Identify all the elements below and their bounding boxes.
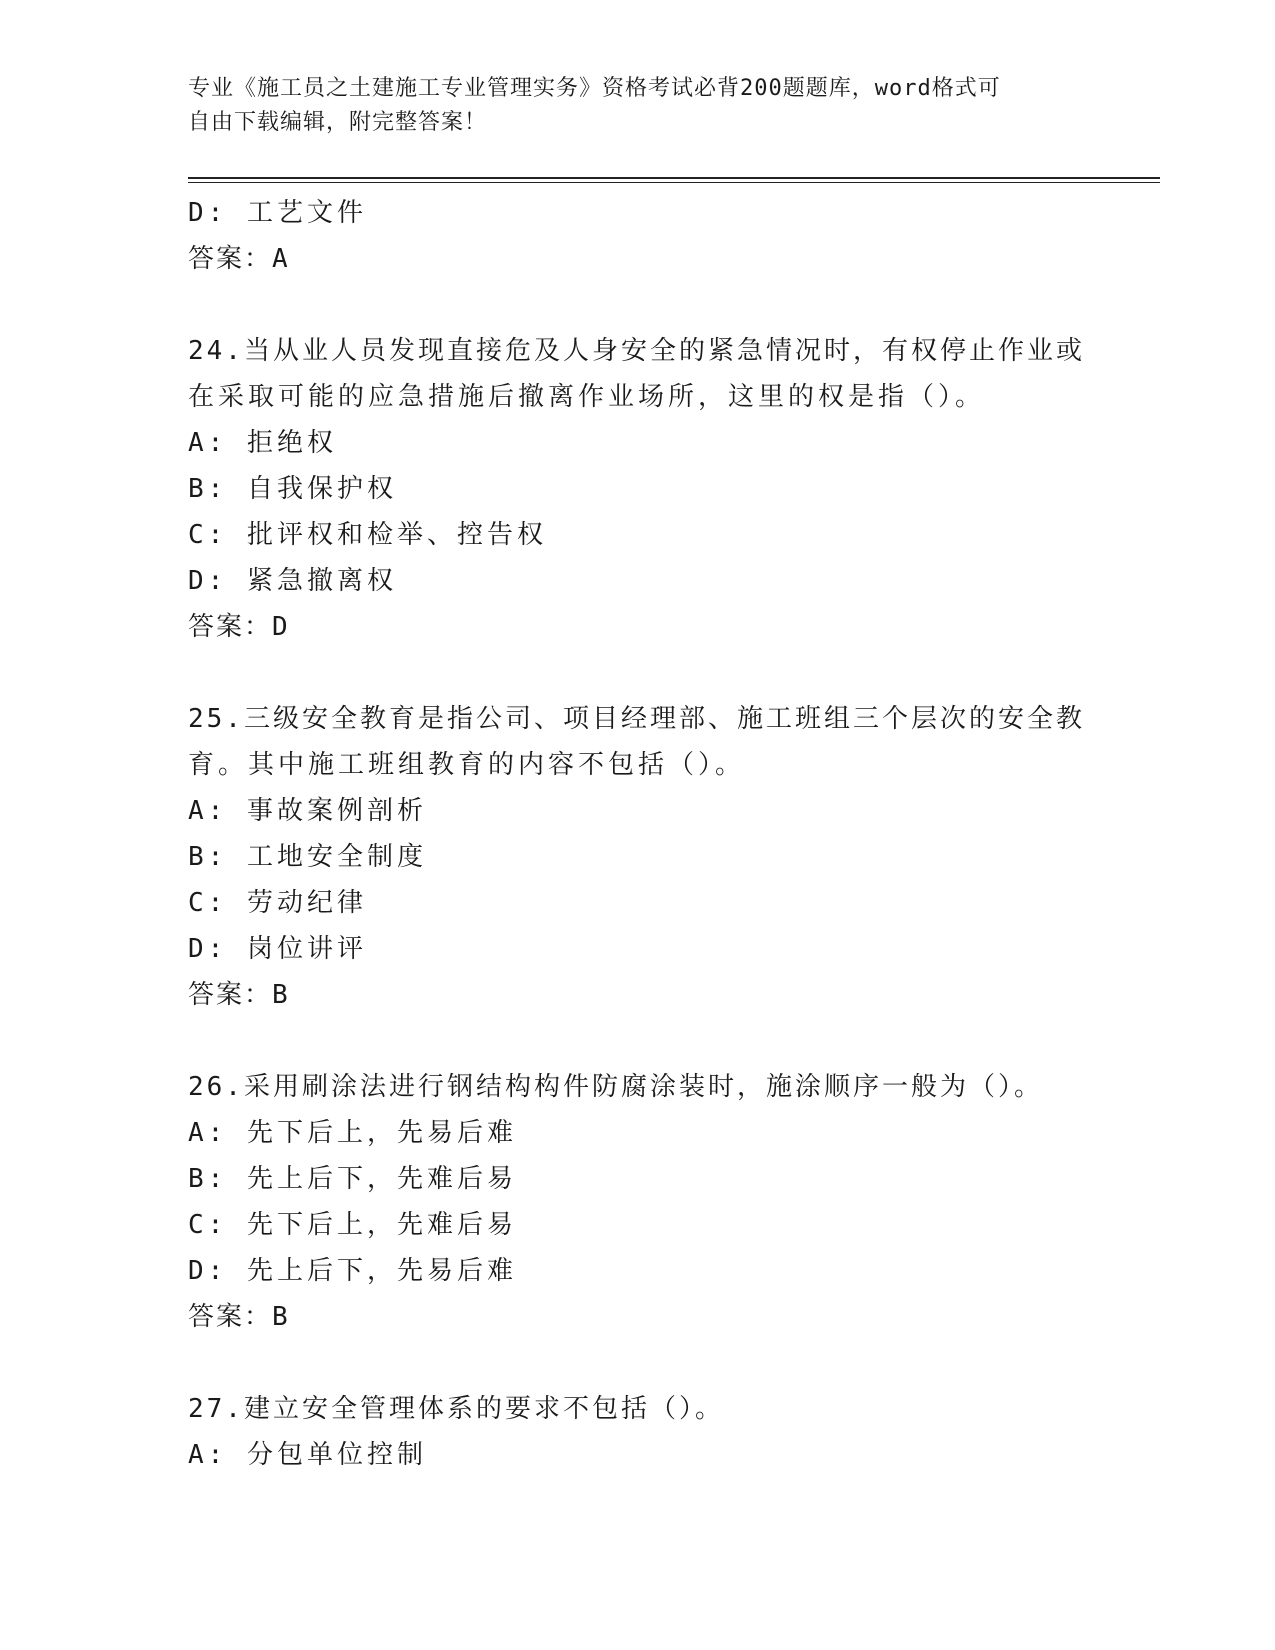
question-text	[188, 1386, 1088, 1432]
prev-answer: 答案：A	[188, 244, 290, 274]
question-line: 26.采用刷涂法进行钢结构构件防腐涂装时，施涂顺序一般为（）。	[188, 1072, 1043, 1102]
question-line: 27.建立安全管理体系的要求不包括（）。	[188, 1394, 724, 1424]
option-a: A: 先下后上，先易后难	[188, 1118, 517, 1148]
document-header	[188, 72, 1088, 140]
option-b: B: 自我保护权	[188, 474, 397, 504]
question-text	[188, 696, 1088, 788]
question-list	[188, 190, 1088, 1478]
question-line: 育。其中施工班组教育的内容不包括（）。	[188, 750, 746, 780]
answer: 答案：D	[188, 612, 290, 642]
header-line-1: 专业《施工员之土建施工专业管理实务》资格考试必背200题题库，word格式可	[188, 76, 1001, 101]
question-25	[188, 696, 1088, 1018]
option-b: B: 工地安全制度	[188, 842, 427, 872]
option-b: B: 先上后下，先难后易	[188, 1164, 517, 1194]
answer: 答案：B	[188, 980, 290, 1010]
header-line-2: 自由下载编辑，附完整答案！	[188, 110, 488, 135]
question-line: 24.当从业人员发现直接危及人身安全的紧急情况时，有权停止作业或	[188, 336, 1085, 366]
question-text	[188, 1064, 1088, 1110]
option-a: A: 事故案例剖析	[188, 796, 427, 826]
option-a: A: 拒绝权	[188, 428, 337, 458]
option-c: C: 批评权和检举、控告权	[188, 520, 547, 550]
option-a: A: 分包单位控制	[188, 1440, 427, 1470]
question-line: 25.三级安全教育是指公司、项目经理部、施工班组三个层次的安全教	[188, 704, 1085, 734]
option-c: C: 劳动纪律	[188, 888, 367, 918]
option-d: D: 岗位讲评	[188, 934, 367, 964]
option-d: D: 先上后下，先易后难	[188, 1256, 517, 1286]
option-d: D: 紧急撤离权	[188, 566, 397, 596]
question-line: 在采取可能的应急措施后撤离作业场所，这里的权是指（）。	[188, 382, 986, 412]
header-divider-thin	[188, 182, 1160, 183]
question-27	[188, 1386, 1088, 1478]
prev-option-d: D: 工艺文件	[188, 198, 367, 228]
question-24	[188, 328, 1088, 650]
option-c: C: 先下后上，先难后易	[188, 1210, 517, 1240]
answer: 答案：B	[188, 1302, 290, 1332]
question-26	[188, 1064, 1088, 1340]
header-divider-thick	[188, 177, 1160, 179]
question-text	[188, 328, 1088, 420]
